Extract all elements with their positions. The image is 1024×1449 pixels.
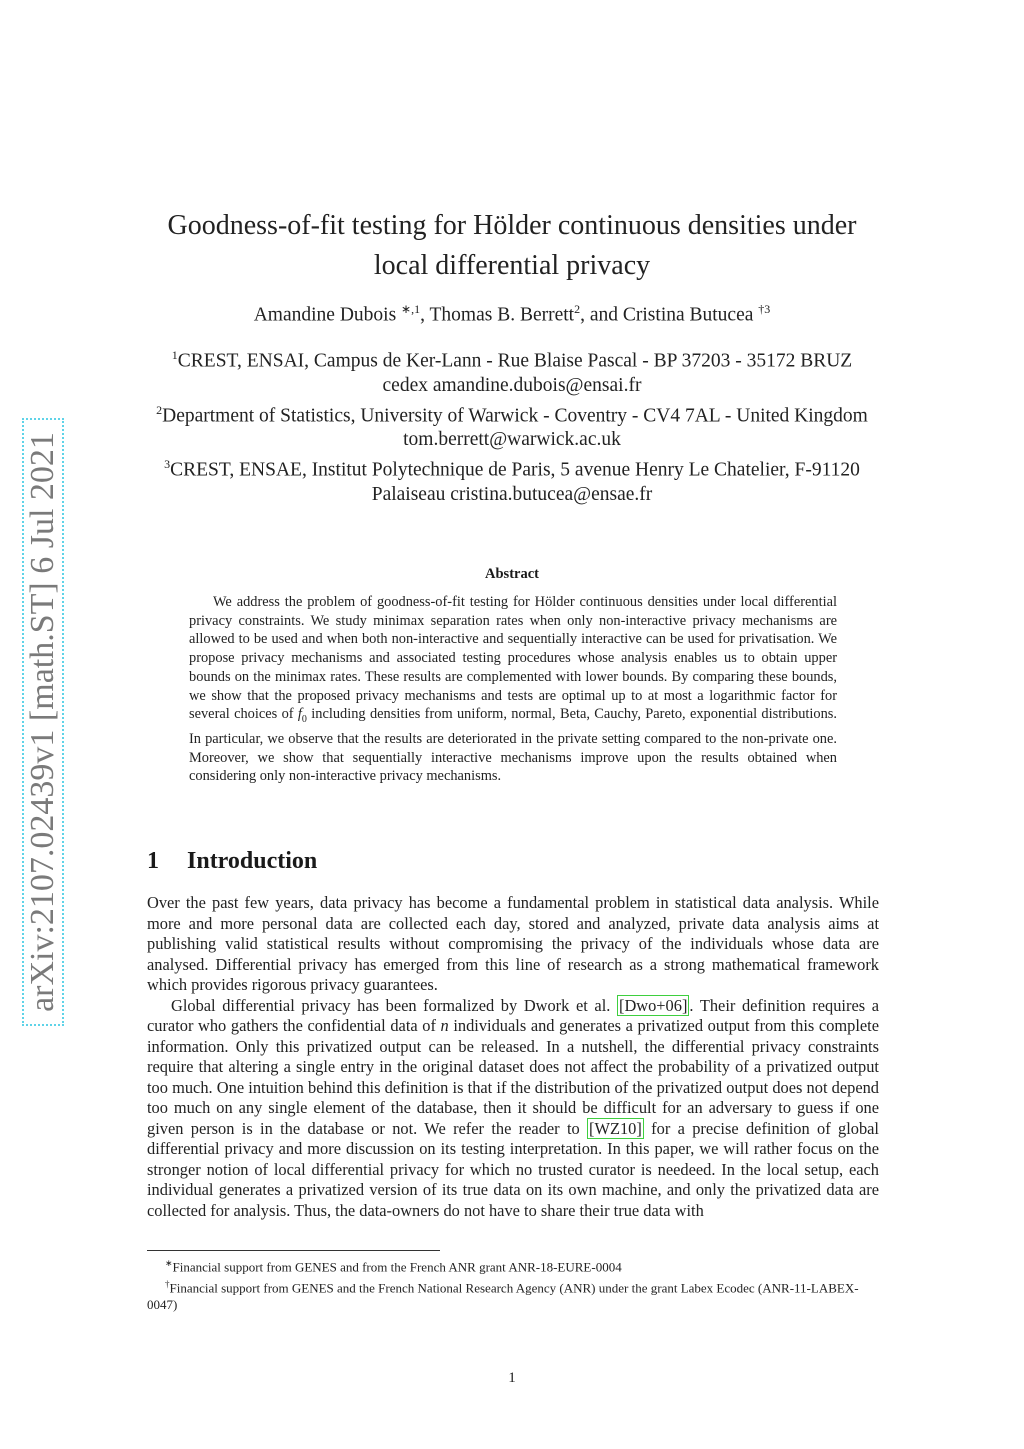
- page-number: 1: [508, 1370, 516, 1386]
- author-mark: 2: [574, 302, 581, 316]
- author-mark: †3: [758, 302, 771, 316]
- math-n: n: [440, 1016, 449, 1035]
- paragraph-text: . Their definition requires a curator who gathers the confidential data of: [147, 995, 879, 1035]
- affiliation-text: CREST, ENSAE, Institut Polytechnique de Paris, 5 avenue Henry Le Chatelier, F-91120 Palaiseau cristina.butucea@ensae.fr: [170, 459, 860, 505]
- citation-link[interactable]: [WZ10]: [589, 1118, 642, 1138]
- footnote-rule: [147, 1250, 440, 1251]
- abstract-text: We address the problem of goodness-of-fit testing for Hölder continuous densities under local differential privacy constraints. We study minimax separation rates when only non-interactive privacy mechanisms are allowed to be used and when both non-interactive and sequentially interactive can be used for privatisation. We propose privacy mechanisms and associated testing procedures whose analysis enables us to obtain upper bounds on the minimax rates. These results are complemented with lower bounds. By comparing these bounds, we show that the proposed privacy mechanisms and tests are optimal up to at most a logarithmic factor for several choices of: [189, 594, 837, 723]
- footnote: [147, 1255, 879, 1276]
- abstract-text: including densities from uniform, normal, Beta, Cauchy, Pareto, exponential distributions. In particular, we observe that the results are deteriorated in the private setting compared to the non-private one. Moreover, we show that sequentially interactive mechanisms improve upon the results obtained when considering only non-interactive privacy mechanisms.: [189, 706, 837, 785]
- affiliation-mark: 3: [164, 457, 171, 471]
- affiliation-text: Department of Statistics, University of Warwick - Coventry - CV4 7AL - United Kingdom tom.berrett@warwick.ac.uk: [162, 405, 868, 450]
- title-line: Goodness-of-fit testing for Hölder continuous densities under: [167, 210, 857, 241]
- paragraph-text: individuals and generates a privatized output from this complete information. Only this privatized output can be released. In a nutshell, the differential privacy constraints require that altering a single entry in the original dataset does not affect the probability of a privatized output too much. One intuition behind this definition is that if the distribution of the privatized output does not depend too much on any single element of the database, then it should be difficult for an adversary to guess if one given person is in the database or not. We refer the reader to: [147, 1016, 879, 1138]
- math-f0: [297, 706, 307, 726]
- author-name: , and Cristina Butucea: [580, 304, 759, 326]
- footnote-text: Financial support from GENES and from the French ANR grant ANR-18-EURE-0004: [172, 1259, 622, 1275]
- author-name: Amandine Dubois: [253, 304, 402, 326]
- footnote-mark: †: [165, 1278, 170, 1289]
- affiliation: [150, 398, 874, 453]
- footnotes: [147, 1255, 879, 1313]
- footnote: [147, 1276, 879, 1313]
- math-subscript: 0: [301, 714, 307, 726]
- section-heading: [147, 848, 647, 875]
- abstract-heading: Abstract: [485, 566, 539, 582]
- arxiv-id: arXiv:2107.02439v1 [math.ST] 6 Jul 2021: [24, 432, 61, 1012]
- paragraph-text: Global differential privacy has been formalized by Dwork et al.: [171, 995, 617, 1015]
- paragraph: [147, 996, 879, 1222]
- arxiv-stamp[interactable]: [22, 418, 64, 1026]
- paragraph: Over the past few years, data privacy has become a fundamental problem in statistical data analysis. While more and more personal data are collected each day, stored and analyzed, private data analysis aims at publishing valid statistical results without compromising the privacy of the individuals whose data are analysed. Differential privacy has emerged from this line of research as a strong mathematical framework which provides rigorous privacy guarantees.: [147, 893, 879, 994]
- affiliation-mark: 2: [156, 402, 163, 417]
- abstract-body: [189, 593, 837, 786]
- title-line: local differential privacy: [373, 250, 651, 281]
- citation-link[interactable]: [Dwo+06]: [618, 995, 688, 1015]
- footnote-text: Financial support from GENES and the French National Research Agency (ANR) under the grant Labex Ecodec (ANR-11-LABEX-0047): [147, 1280, 859, 1312]
- section-title: Introduction: [187, 848, 318, 874]
- introduction-body: [147, 893, 879, 1221]
- author-list: [140, 302, 884, 327]
- affiliation-mark: 1: [171, 348, 178, 362]
- paper-title: [140, 206, 884, 286]
- section-number: 1: [147, 848, 159, 874]
- affiliation: [150, 452, 874, 507]
- affiliation-text: CREST, ENSAI, Campus de Ker-Lann - Rue Blaise Pascal - BP 37203 - 35172 BRUZ cedex amandine.dubois@ensai.fr: [177, 350, 853, 396]
- author-mark: ∗,1: [401, 302, 421, 316]
- footnote-mark: ∗: [165, 1258, 173, 1268]
- affiliation: [150, 343, 874, 398]
- author-name: , Thomas B. Berrett: [420, 304, 575, 326]
- math-symbol: f: [297, 706, 302, 723]
- affiliations: [150, 343, 874, 507]
- paragraph-text: for a precise definition of global differential privacy and more discussion on its testing interpretation. In this paper, we will rather focus on the stronger notion of local differential privacy for which no trusted curator is needeed. In the local setup, each individual generates a privatized version of its true data on its own machine, and only the privatized data are collected for analysis. Thus, the data-owners do not have to share their true data with: [147, 1118, 879, 1220]
